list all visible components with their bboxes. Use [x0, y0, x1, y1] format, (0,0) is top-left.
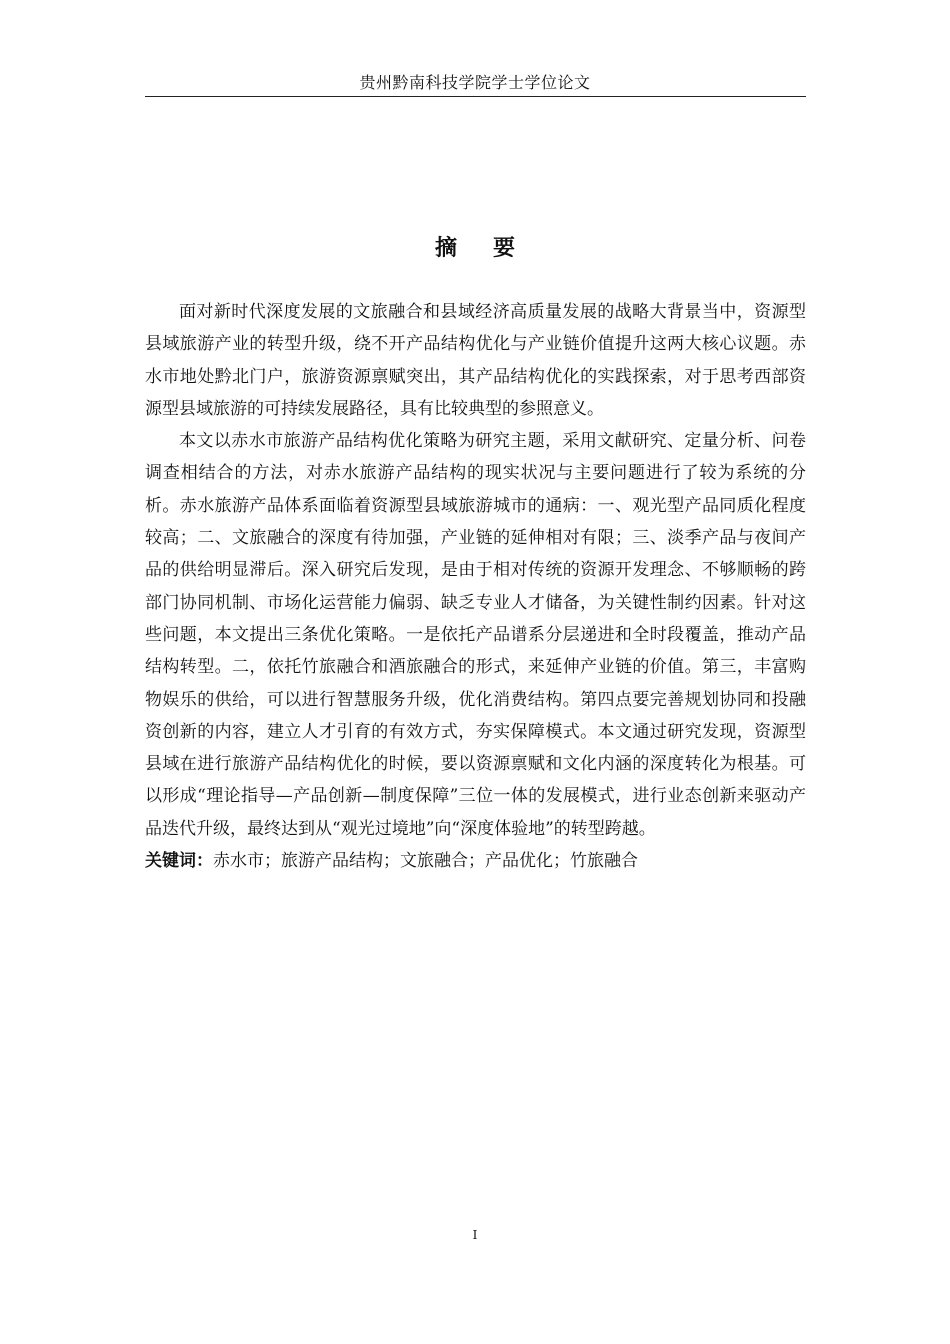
header-rule: [145, 96, 806, 97]
abstract-paragraph-2: 本文以赤水市旅游产品结构优化策略为研究主题，采用文献研究、定量分析、问卷调查相结合的方法，对赤水旅游产品结构的现实状况与主要问题进行了较为系统的分析。赤水旅游产品体系面临着资源型县域旅游城市的通病：一、观光型产品同质化程度较高；二、文旅融合的深度有待加强，产业链的延伸相对有限；三、淡季产品与夜间产品的供给明显滞后。深入研究后发现，是由于相对传统的资源开发理念、不够顺畅的跨部门协同机制、市场化运营能力偏弱、缺乏专业人才储备，为关键性制约因素。针对这些问题，本文提出三条优化策略。一是依托产品谱系分层递进和全时段覆盖，推动产品结构转型。二，依托竹旅融合和酒旅融合的形式，来延伸产业链的价值。第三，丰富购物娱乐的供给，可以进行智慧服务升级，优化消费结构。第四点要完善规划协同和投融资创新的内容，建立人才引育的有效方式，夯实保障模式。本文通过研究发现，资源型县域在进行旅游产品结构优化的时候，要以资源禀赋和文化内涵的深度转化为根基。可以形成“理论指导—产品创新—制度保障”三位一体的发展模式，进行业态创新来驱动产品迭代升级，最终达到从“观光过境地”向“深度体验地”的转型跨越。: [145, 431, 806, 839]
abstract-title: 摘要: [434, 236, 551, 261]
page-number: I: [472, 1228, 478, 1242]
keywords-line: [145, 845, 806, 877]
keywords-text: 赤水市；旅游产品结构；文旅融合；产品优化；竹旅融合: [213, 851, 638, 872]
keywords-label: 关键词：: [145, 851, 213, 872]
abstract-body: [145, 296, 806, 877]
abstract-paragraph-1: 面对新时代深度发展的文旅融合和县域经济高质量发展的战略大背景当中，资源型县域旅游产业的转型升级，绕不开产品结构优化与产业链价值提升这两大核心议题。赤水市地处黔北门户，旅游资源禀赋突出，其产品结构优化的实践探索，对于思考西部资源型县域旅游的可持续发展路径，具有比较典型的参照意义。: [145, 302, 806, 419]
running-header: 贵州黔南科技学院学士学位论文: [359, 73, 591, 92]
